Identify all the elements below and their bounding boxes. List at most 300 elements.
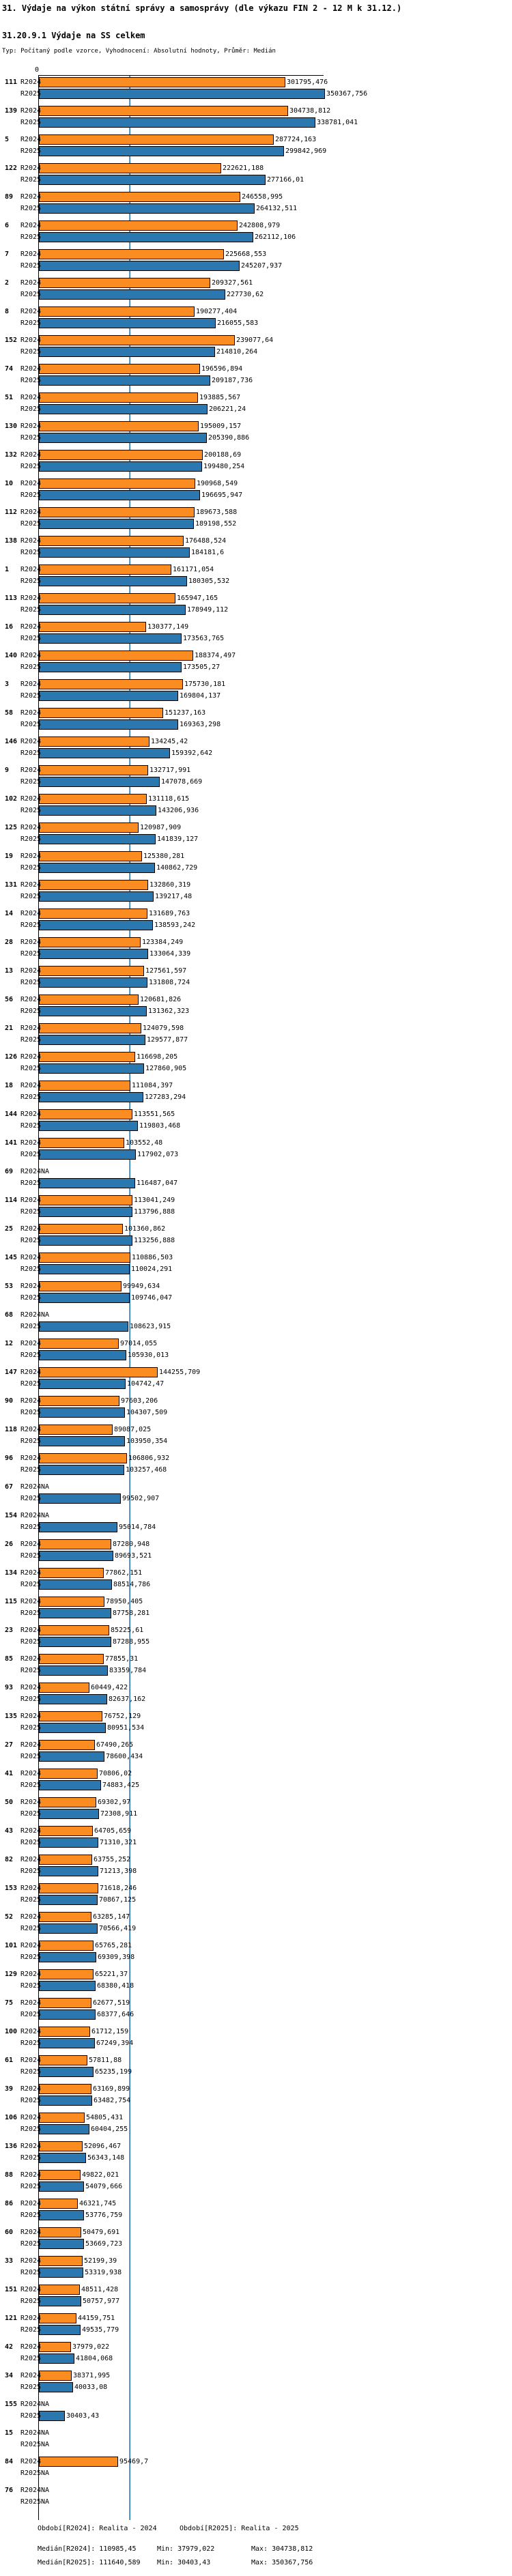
bar-value-label: 125380,281	[143, 853, 185, 860]
bar-value-label: 76752,129	[104, 1713, 141, 1720]
bar-value-label: 87280,948	[113, 1541, 150, 1548]
series-label-r2024: R2024	[20, 2114, 42, 2121]
bar-r2024	[39, 1109, 132, 1119]
group-id-label: 74	[5, 365, 14, 373]
bar-value-label: 65235,199	[95, 2068, 132, 2076]
series-label-r2025: R2025	[20, 606, 42, 614]
series-label-r2024: R2024	[20, 164, 42, 172]
bar-r2025	[39, 1407, 125, 1418]
bar-value-label: 169363,298	[180, 721, 221, 728]
bar-value-label: 175730,181	[184, 681, 226, 688]
series-label-r2024: R2024	[20, 795, 42, 803]
bar-r2025	[39, 289, 225, 300]
bar-value-label: 151237,163	[165, 709, 206, 717]
series-label-r2024: R2024	[20, 394, 42, 401]
bar-value-label: 57811,88	[89, 2057, 122, 2064]
series-label-r2025: R2025	[20, 2355, 42, 2362]
bar-r2025	[39, 404, 208, 414]
bar-value-label: 127283,294	[145, 1093, 186, 1101]
bar-value-label: 173563,765	[183, 635, 225, 642]
group-id-label: 141	[5, 1139, 18, 1147]
bar-r2025	[39, 2296, 81, 2306]
group-id-label: 14	[5, 910, 14, 917]
bar-value-label: 80951,534	[107, 1724, 145, 1732]
bar-r2025	[39, 1895, 98, 1905]
bar-value-label: 132860,319	[150, 881, 191, 889]
bar-value-label: 88514,786	[113, 1581, 151, 1588]
group-id-label: 90	[5, 1397, 14, 1405]
series-label-r2024: R2024	[20, 1369, 42, 1376]
series-label-r2024: R2024	[20, 2458, 42, 2465]
bar-value-label: 222621,188	[223, 164, 264, 172]
bar-value-label: 264132,511	[256, 205, 298, 212]
bar-r2024	[39, 1941, 94, 1951]
series-label-r2024: R2024	[20, 2143, 42, 2150]
group-id-label: 122	[5, 164, 18, 172]
bar-value-label: 71213,398	[100, 1867, 137, 1875]
series-label-r2024: R2024	[20, 1741, 42, 1749]
bar-r2024	[39, 478, 195, 489]
series-label-r2025: R2025	[20, 205, 42, 212]
bar-r2025	[39, 1465, 124, 1475]
bar-value-label: 70566,419	[99, 1925, 137, 1932]
series-label-r2025: R2025	[20, 1896, 42, 1904]
bar-r2025	[39, 547, 190, 558]
series-label-r2024: R2024	[20, 1254, 42, 1261]
bar-r2025	[39, 1952, 96, 1962]
series-label-r2024: R2024	[20, 824, 42, 831]
bar-value-label: 173505,27	[183, 663, 221, 671]
group-id-label: 84	[5, 2458, 14, 2465]
bar-value-label: 53669,723	[85, 2240, 123, 2248]
bar-value-label: 139217,48	[155, 893, 193, 900]
bar-r2024	[39, 2113, 85, 2123]
group-id-label: 138	[5, 537, 18, 545]
bar-value-label: 304738,812	[289, 107, 331, 115]
series-label-r2025: R2025	[20, 835, 42, 843]
bar-r2024	[39, 278, 210, 288]
series-label-r2024: R2024	[20, 1053, 42, 1061]
bar-r2025	[39, 1178, 135, 1188]
group-id-label: 60	[5, 2229, 14, 2236]
group-id-label: 27	[5, 1741, 14, 1749]
bar-value-label: 82637,162	[109, 1695, 146, 1703]
bar-value-label: 63285,147	[93, 1913, 130, 1921]
na-value-label: NA	[41, 2441, 50, 2448]
bar-value-label: 120681,826	[140, 996, 182, 1003]
bar-value-label: 72308,911	[100, 1810, 138, 1818]
group-id-label: 153	[5, 1885, 18, 1892]
bar-value-label: 196596,894	[201, 365, 243, 373]
bar-value-label: 65765,281	[95, 1942, 132, 1949]
group-id-label: 132	[5, 451, 18, 459]
series-label-r2024: R2024	[20, 996, 42, 1003]
bar-value-label: 99949,634	[123, 1283, 160, 1290]
series-label-r2025: R2025	[20, 1437, 42, 1445]
bar-r2024	[39, 1339, 119, 1349]
bar-value-label: 159392,642	[171, 749, 213, 757]
bar-value-label: 69309,398	[98, 1954, 135, 1961]
bar-r2024	[39, 134, 274, 145]
series-label-r2024: R2024	[20, 1082, 42, 1089]
series-label-r2025: R2025	[20, 1495, 42, 1502]
bar-r2025	[39, 1780, 101, 1790]
series-label-r2025: R2025	[20, 1036, 42, 1044]
legend-period-r2024: Období[R2024]: Realita - 2024	[38, 2525, 157, 2532]
bar-r2024	[39, 1826, 93, 1836]
group-id-label: 93	[5, 1684, 14, 1691]
series-label-r2024: R2024	[20, 222, 42, 229]
series-label-r2025: R2025	[20, 1954, 42, 1961]
bar-r2024	[39, 1912, 91, 1922]
bar-value-label: 116698,205	[137, 1053, 178, 1061]
bar-value-label: 38371,995	[73, 2372, 111, 2379]
group-id-label: 144	[5, 1111, 18, 1118]
group-id-label: 6	[5, 222, 10, 229]
group-id-label: 118	[5, 1426, 18, 1433]
bar-r2024	[39, 2084, 91, 2094]
bar-r2025	[39, 2411, 65, 2421]
bar-value-label: 60449,422	[91, 1684, 128, 1691]
series-label-r2025: R2025	[20, 1294, 42, 1302]
bar-value-label: 99502,907	[122, 1495, 160, 1502]
series-label-r2024: R2024	[20, 279, 42, 287]
na-value-label: NA	[41, 1512, 50, 1519]
bar-r2024	[39, 163, 221, 173]
series-label-r2025: R2025	[20, 1523, 42, 1531]
group-id-label: 50	[5, 1799, 14, 1806]
series-label-r2024: R2024	[20, 1799, 42, 1806]
group-id-label: 43	[5, 1827, 14, 1835]
series-label-r2024: R2024	[20, 1197, 42, 1204]
bar-value-label: 97603,206	[121, 1397, 158, 1405]
series-label-r2025: R2025	[20, 434, 42, 442]
bar-r2025	[39, 1579, 112, 1590]
bar-value-label: 120987,909	[140, 824, 182, 831]
series-label-r2024: R2024	[20, 1225, 42, 1233]
legend-median-r2024: Medián[R2024]: 110985,45	[38, 2545, 137, 2553]
series-label-r2024: R2024	[20, 1426, 42, 1433]
bar-r2024	[39, 335, 235, 345]
bar-value-label: 69302,97	[98, 1799, 131, 1806]
series-label-r2025: R2025	[20, 1638, 42, 1646]
bar-value-label: 63755,252	[94, 1856, 131, 1863]
bar-r2024	[39, 1081, 130, 1091]
bar-r2024	[39, 1597, 104, 1607]
series-label-r2025: R2025	[20, 663, 42, 671]
bar-value-label: 67490,265	[96, 1741, 134, 1749]
series-label-r2024: R2024	[20, 623, 42, 631]
group-id-label: 129	[5, 1971, 18, 1978]
bar-value-label: 53319,938	[85, 2269, 122, 2276]
bar-r2025	[39, 519, 194, 529]
bar-value-label: 134245,42	[151, 738, 188, 745]
bar-r2025	[39, 2009, 96, 2020]
bar-r2025	[39, 1665, 108, 1676]
bar-value-label: 127860,905	[145, 1065, 187, 1072]
bar-r2024	[39, 1797, 96, 1807]
bar-value-label: 287724,163	[275, 136, 317, 143]
bar-value-label: 200188,69	[204, 451, 242, 459]
series-label-r2024: R2024	[20, 78, 42, 86]
bar-value-label: 44159,751	[78, 2315, 115, 2322]
na-value-label: NA	[41, 2470, 50, 2477]
series-label-r2025: R2025	[20, 1925, 42, 1932]
bar-r2025	[39, 117, 315, 128]
group-id-label: 5	[5, 136, 10, 143]
bar-value-label: 77862,151	[105, 1569, 143, 1577]
bar-r2024	[39, 249, 224, 259]
bar-r2025	[39, 1092, 143, 1102]
bar-value-label: 195009,157	[200, 423, 242, 430]
series-label-r2025: R2025	[20, 1695, 42, 1703]
group-id-label: 126	[5, 1053, 18, 1061]
bar-value-label: 109746,047	[131, 1294, 173, 1302]
bar-value-label: 54805,431	[86, 2114, 124, 2121]
bar-r2025	[39, 920, 153, 930]
bar-r2025	[39, 1035, 145, 1045]
series-label-r2024: R2024	[20, 1569, 42, 1577]
series-label-r2025: R2025	[20, 1237, 42, 1244]
section-title: 31.20.9.1 Výdaje na SS celkem	[2, 31, 145, 40]
bar-r2025	[39, 748, 170, 758]
bar-value-label: 184181,6	[191, 549, 225, 556]
series-label-r2025: R2025	[20, 921, 42, 929]
group-id-label: 106	[5, 2114, 18, 2121]
series-label-r2024: R2024	[20, 480, 42, 487]
series-label-r2025: R2025	[20, 1093, 42, 1101]
series-label-r2024: R2024	[20, 1713, 42, 1720]
bar-r2025	[39, 318, 216, 328]
bar-value-label: 138593,242	[154, 921, 196, 929]
na-value-label: NA	[41, 1311, 50, 1319]
series-label-r2024: R2024	[20, 136, 42, 143]
bar-value-label: 89693,521	[115, 1552, 152, 1560]
legend-max-r2025: Max: 350367,756	[251, 2559, 313, 2566]
bar-value-label: 103257,468	[126, 1466, 167, 1474]
bar-value-label: 239077,64	[236, 337, 274, 344]
series-label-r2025: R2025	[20, 520, 42, 528]
group-id-label: 136	[5, 2143, 18, 2150]
bar-r2025	[39, 2382, 73, 2392]
series-label-r2025: R2025	[20, 577, 42, 585]
bar-r2025	[39, 662, 182, 672]
bar-value-label: 104307,509	[126, 1409, 168, 1416]
bar-r2024	[39, 593, 175, 603]
bar-r2024	[39, 650, 193, 661]
series-label-r2025: R2025	[20, 2498, 42, 2506]
legend-max-r2024: Max: 304738,812	[251, 2545, 313, 2553]
bar-r2025	[39, 89, 325, 99]
series-label-r2025: R2025	[20, 950, 42, 958]
bar-value-label: 63482,754	[94, 2097, 131, 2104]
group-id-label: 2	[5, 279, 10, 287]
bar-r2024	[39, 421, 199, 431]
series-label-r2024: R2024	[20, 652, 42, 659]
bar-value-label: 350367,756	[326, 90, 368, 98]
group-id-label: 86	[5, 2200, 14, 2207]
group-id-label: 41	[5, 1770, 14, 1777]
bar-value-label: 124079,598	[143, 1025, 184, 1032]
bar-value-label: 242808,979	[239, 222, 281, 229]
bar-r2024	[39, 1195, 132, 1205]
group-id-label: 125	[5, 824, 18, 831]
bar-value-label: 108623,915	[130, 1323, 171, 1330]
bar-r2024	[39, 192, 240, 202]
series-label-r2024: R2024	[20, 1512, 42, 1519]
bar-value-label: 190277,404	[196, 308, 238, 315]
group-id-label: 100	[5, 2028, 18, 2035]
bar-r2025	[39, 1207, 132, 1217]
bar-r2025	[39, 2181, 84, 2192]
series-label-r2024: R2024	[20, 2429, 42, 2437]
series-label-r2024: R2024	[20, 1168, 42, 1175]
bar-r2024	[39, 994, 139, 1005]
series-label-r2024: R2024	[20, 1971, 42, 1978]
legend-min-r2024: Min: 37979,022	[157, 2545, 215, 2553]
group-id-label: 8	[5, 308, 10, 315]
series-label-r2024: R2024	[20, 1655, 42, 1663]
bar-value-label: 169804,137	[180, 692, 221, 700]
bar-value-label: 71310,321	[100, 1839, 137, 1846]
bar-r2024	[39, 822, 139, 833]
bar-r2025	[39, 1235, 132, 1246]
group-id-label: 3	[5, 681, 10, 688]
series-label-r2025: R2025	[20, 1151, 42, 1158]
series-label-r2025: R2025	[20, 2412, 42, 2420]
bar-r2024	[39, 564, 171, 575]
bar-value-label: 189198,552	[195, 520, 237, 528]
group-id-label: 53	[5, 1283, 14, 1290]
bar-r2024	[39, 1711, 102, 1721]
series-label-r2024: R2024	[20, 2343, 42, 2351]
group-id-label: 51	[5, 394, 14, 401]
bar-r2024	[39, 507, 195, 517]
axis-zero-tick-label: 0	[35, 66, 40, 74]
bar-r2025	[39, 2038, 95, 2048]
bar-value-label: 83359,784	[109, 1667, 147, 1674]
bar-r2025	[39, 175, 266, 185]
bar-r2025	[39, 2239, 84, 2249]
series-label-r2025: R2025	[20, 2384, 42, 2391]
group-id-label: 130	[5, 423, 18, 430]
na-value-label: NA	[41, 2487, 50, 2494]
bar-r2025	[39, 1723, 106, 1733]
group-id-label: 52	[5, 1913, 14, 1921]
group-id-label: 151	[5, 2286, 18, 2293]
group-id-label: 42	[5, 2343, 14, 2351]
bar-value-label: 206221,24	[209, 405, 246, 413]
bar-r2025	[39, 261, 240, 271]
bar-value-label: 338781,041	[317, 119, 358, 126]
bar-r2025	[39, 1751, 104, 1762]
bar-value-label: 110024,291	[131, 1265, 173, 1273]
series-label-r2025: R2025	[20, 319, 42, 327]
bar-value-label: 209187,736	[212, 377, 253, 384]
group-id-label: 82	[5, 1856, 14, 1863]
legend-min-r2025: Min: 30403,43	[157, 2559, 211, 2566]
series-label-r2024: R2024	[20, 767, 42, 774]
bar-value-label: 61712,159	[91, 2028, 129, 2035]
series-label-r2024: R2024	[20, 939, 42, 946]
bar-r2024	[39, 2027, 90, 2037]
series-label-r2024: R2024	[20, 1483, 42, 1491]
series-label-r2024: R2024	[20, 2229, 42, 2236]
bar-r2025	[39, 719, 178, 730]
series-label-r2024: R2024	[20, 1455, 42, 1462]
series-label-r2025: R2025	[20, 1466, 42, 1474]
bar-r2024	[39, 2170, 81, 2180]
series-label-r2024: R2024	[20, 2286, 42, 2293]
bar-value-label: 246558,995	[242, 193, 283, 201]
bar-r2025	[39, 490, 200, 500]
series-label-r2025: R2025	[20, 1810, 42, 1818]
series-label-r2025: R2025	[20, 147, 42, 155]
bar-r2024	[39, 937, 141, 947]
bar-value-label: 165947,165	[177, 595, 218, 602]
group-id-label: 56	[5, 996, 14, 1003]
series-label-r2025: R2025	[20, 2212, 42, 2219]
bar-r2025	[39, 949, 148, 959]
bar-r2025	[39, 633, 182, 644]
bar-r2025	[39, 891, 154, 902]
group-id-label: 13	[5, 967, 14, 975]
bar-r2025	[39, 1436, 125, 1446]
bar-value-label: 50479,691	[83, 2229, 120, 2236]
bar-r2025	[39, 1923, 98, 1934]
bar-value-label: 129577,877	[147, 1036, 188, 1044]
bar-value-label: 178949,112	[187, 606, 229, 614]
bar-r2025	[39, 863, 155, 873]
bar-r2025	[39, 146, 284, 156]
group-id-label: 154	[5, 1512, 18, 1519]
series-label-r2025: R2025	[20, 778, 42, 786]
series-label-r2024: R2024	[20, 1770, 42, 1777]
na-value-label: NA	[41, 1168, 50, 1175]
group-id-label: 76	[5, 2487, 14, 2494]
bar-value-label: 227730,62	[227, 291, 264, 298]
group-id-label: 155	[5, 2401, 18, 2408]
bar-r2024	[39, 1568, 104, 1578]
series-label-r2025: R2025	[20, 1667, 42, 1674]
series-label-r2025: R2025	[20, 1179, 42, 1187]
bar-r2024	[39, 880, 148, 890]
group-id-label: 69	[5, 1168, 14, 1175]
bar-value-label: 46321,745	[79, 2200, 117, 2207]
bar-value-label: 111084,397	[132, 1082, 173, 1089]
bar-r2024	[39, 1367, 158, 1377]
series-label-r2025: R2025	[20, 1581, 42, 1588]
bar-value-label: 49535,779	[82, 2326, 119, 2334]
series-label-r2025: R2025	[20, 2097, 42, 2104]
series-label-r2025: R2025	[20, 2326, 42, 2334]
bar-r2024	[39, 1683, 89, 1693]
bar-r2025	[39, 2124, 89, 2134]
series-label-r2024: R2024	[20, 1025, 42, 1032]
bar-r2025	[39, 1063, 144, 1074]
group-id-label: 145	[5, 1254, 18, 1261]
bar-value-label: 214810,264	[216, 348, 258, 356]
group-id-label: 21	[5, 1025, 14, 1032]
series-label-r2025: R2025	[20, 1552, 42, 1560]
series-label-r2024: R2024	[20, 738, 42, 745]
series-label-r2024: R2024	[20, 881, 42, 889]
group-id-label: 28	[5, 939, 14, 946]
bar-r2024	[39, 2141, 83, 2151]
bar-value-label: 301795,476	[287, 78, 328, 86]
bar-value-label: 74883,425	[102, 1781, 140, 1789]
bar-value-label: 87758,281	[113, 1609, 150, 1617]
